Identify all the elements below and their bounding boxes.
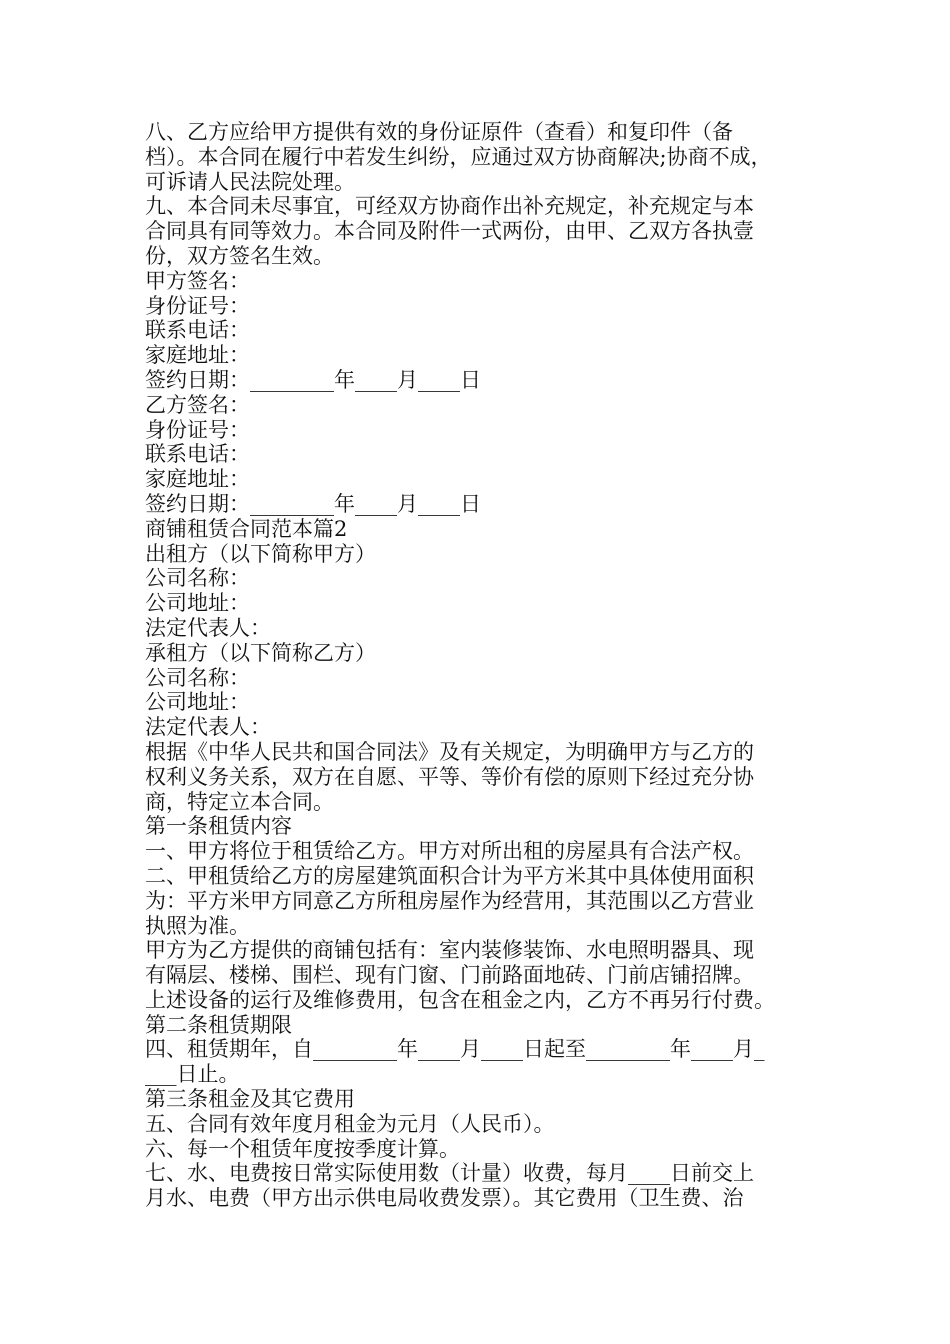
text-line: 签约日期：________年____月____日 [145, 367, 481, 392]
text-line: 联系电话： [145, 318, 250, 343]
text-line: 公司地址： [145, 690, 250, 715]
article-heading: 第二条租赁期限 [145, 1012, 292, 1037]
text-line: 甲方签名： [145, 268, 250, 293]
text-line: 出租方（以下简称甲方） [145, 541, 376, 566]
section-heading: 商铺租赁合同范本篇2 [145, 516, 348, 541]
text-line: 签约日期：________年____月____日 [145, 491, 481, 516]
text-line: 家庭地址： [145, 343, 250, 368]
text-line: 公司名称： [145, 665, 250, 690]
text-line: 合同具有同等效力。本合同及附件一式两份，由甲、乙双方各执壹 [145, 219, 754, 244]
text-line: 法定代表人： [145, 615, 271, 640]
text-line: 五、合同有效年度月租金为元月（人民币）。 [145, 1111, 555, 1136]
text-line: 身份证号： [145, 293, 250, 318]
text-line: 乙方签名： [145, 392, 250, 417]
text-line: 联系电话： [145, 442, 250, 467]
text-line: 为：平方米甲方同意乙方所租房屋作为经营用，其范围以乙方营业 [145, 888, 754, 913]
text-line: 公司名称： [145, 566, 250, 591]
text-line: 承租方（以下简称乙方） [145, 640, 376, 665]
text-line: 法定代表人： [145, 715, 271, 740]
text-line: 六、每一个租赁年度按季度计算。 [145, 1136, 460, 1161]
text-line: 权利义务关系，双方在自愿、平等、等价有偿的原则下经过充分协 [145, 764, 754, 789]
text-line: 商，特定立本合同。 [145, 789, 334, 814]
text-line: 甲方为乙方提供的商铺包括有：室内装修装饰、水电照明器具、现 [145, 938, 754, 963]
text-line: 月水、电费（甲方出示供电局收费发票）。其它费用（卫生费、治 [145, 1186, 744, 1211]
text-line: 可诉请人民法院处理。 [145, 169, 355, 194]
text-line: 八、乙方应给甲方提供有效的身份证原件（查看）和复印件（备 [145, 120, 733, 144]
article-heading: 第一条租赁内容 [145, 814, 292, 839]
text-line: 二、甲租赁给乙方的房屋建筑面积合计为平方米其中具体使用面积 [145, 863, 754, 888]
text-line: 家庭地址： [145, 467, 250, 492]
text-line: 公司地址： [145, 591, 250, 616]
text-line: 七、水、电费按日常实际使用数（计量）收费，每月____日前交上 [145, 1161, 754, 1186]
text-line: 根据《中华人民共和国合同法》及有关规定，为明确甲方与乙方的 [145, 739, 754, 764]
text-line: 四、租赁期年，自________年____月____日起至________年____月_ [145, 1037, 765, 1062]
article-heading: 第三条租金及其它费用 [145, 1087, 355, 1112]
text-line: 九、本合同未尽事宜，可经双方协商作出补充规定，补充规定与本 [145, 194, 754, 219]
text-line: 身份证号： [145, 417, 250, 442]
text-line: 上述设备的运行及维修费用，包含在租金之内，乙方不再另行付费。 [145, 987, 775, 1012]
text-line: 档）。本合同在履行中若发生纠纷，应通过双方协商解决;协商不成， [145, 144, 772, 169]
text-line: ___日止。 [145, 1062, 240, 1087]
text-line: 一、甲方将位于租赁给乙方。甲方对所出租的房屋具有合法产权。 [145, 839, 754, 864]
document-page [145, 120, 815, 1211]
text-line: 执照为准。 [145, 913, 250, 938]
text-line: 有隔层、楼梯、围栏、现有门窗、门前路面地砖、门前店铺招牌。 [145, 963, 754, 988]
text-line: 份，双方签名生效。 [145, 243, 334, 268]
